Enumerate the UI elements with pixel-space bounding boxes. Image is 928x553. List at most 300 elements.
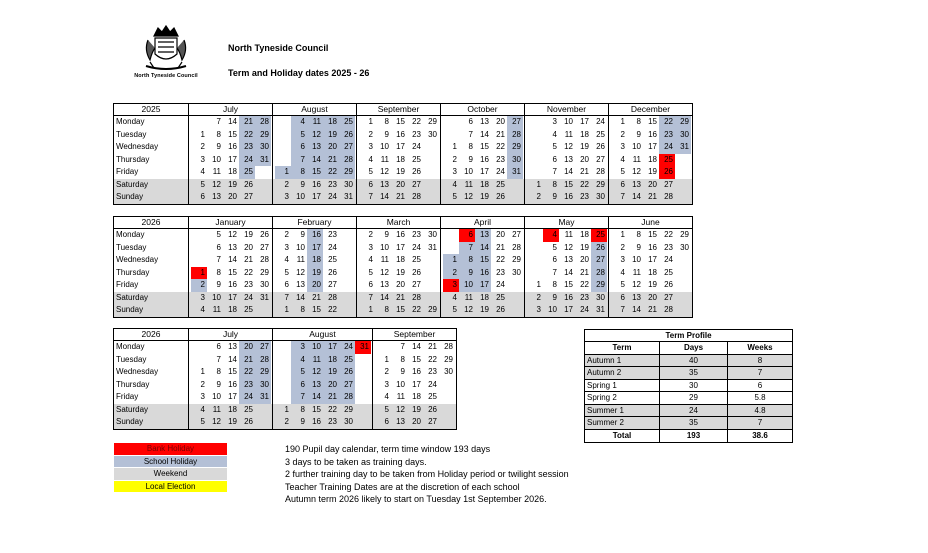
date-cell: 28 — [260, 255, 269, 264]
day-label: Saturday — [114, 292, 189, 305]
date-cell: 2 — [284, 417, 289, 426]
date-cell — [255, 166, 271, 179]
date-cell — [191, 354, 207, 367]
date-cell: 9 — [636, 129, 641, 139]
date-cell: 26 — [260, 230, 269, 239]
date-cell: 11 — [396, 392, 405, 401]
month-header-row — [114, 104, 692, 116]
date-cell — [255, 179, 271, 192]
date-cell: 21 — [244, 255, 253, 264]
date-cell: 28 — [255, 354, 271, 367]
date-cell: 5 — [291, 129, 307, 142]
date-cell: 25 — [244, 404, 253, 414]
date-cell — [191, 229, 207, 242]
month-divider — [440, 229, 441, 317]
date-cell: 17 — [228, 154, 237, 164]
notes — [285, 443, 569, 506]
date-cell: 9 — [300, 179, 305, 189]
date-cell — [507, 304, 523, 317]
month-divider — [608, 116, 609, 204]
date-cell: 7 — [400, 342, 405, 351]
date-cell: 9 — [552, 192, 557, 201]
date-cell: 3 — [452, 167, 457, 176]
date-cell: 5 — [368, 167, 373, 176]
month-name: August — [273, 104, 357, 115]
date-cell: 1 — [284, 305, 289, 314]
date-cell: 4 — [291, 116, 307, 129]
date-cell: 26 — [339, 129, 355, 142]
date-cell: 19 — [480, 192, 489, 201]
date-cell: 19 — [323, 366, 339, 379]
date-cell: 14 — [228, 354, 237, 364]
date-cell: 3 — [284, 192, 289, 201]
month-divider — [440, 116, 441, 204]
date-cell: 2 — [620, 129, 625, 139]
date-cell: 23 — [328, 417, 337, 426]
date-cell: 31 — [675, 141, 691, 154]
date-cell: 9 — [468, 154, 473, 164]
date-cell — [339, 292, 355, 305]
legend-bank-holiday: Bank Holiday — [114, 443, 227, 456]
date-cell: 6 — [552, 255, 557, 264]
date-cell: 18 — [396, 154, 405, 164]
date-cell — [355, 354, 371, 367]
date-cell: 28 — [339, 391, 355, 404]
logo-caption: North Tyneside Council — [134, 73, 198, 79]
date-cell: 4 — [620, 267, 625, 277]
date-cell: 2 — [384, 367, 389, 376]
date-cell: 2 — [368, 129, 373, 139]
date-cell: 9 — [216, 280, 221, 289]
date-cell: 14 — [307, 391, 323, 404]
date-cell — [443, 229, 459, 242]
date-cell — [675, 279, 691, 292]
date-cell — [423, 179, 439, 192]
date-cell — [527, 154, 543, 167]
date-cell: 17 — [564, 305, 573, 314]
date-cell: 27 — [339, 379, 355, 392]
date-cell: 27 — [412, 280, 421, 289]
date-cell: 19 — [580, 242, 589, 252]
date-cell: 31 — [507, 166, 523, 179]
date-cell — [527, 116, 543, 129]
day-label: Thursday — [114, 379, 189, 392]
day-row-wednesday — [114, 141, 692, 154]
date-cell — [443, 116, 459, 129]
date-cell — [423, 267, 439, 280]
date-cell: 19 — [412, 404, 421, 414]
date-cell: 24 — [412, 142, 421, 151]
date-cell: 12 — [564, 242, 573, 252]
date-cell: 6 — [200, 192, 205, 201]
date-cell: 5 — [291, 366, 307, 379]
date-cell: 4 — [384, 392, 389, 401]
date-cell: 17 — [323, 341, 339, 354]
date-cell: 13 — [480, 117, 489, 126]
date-cell: 5 — [216, 230, 221, 239]
date-cell: 3 — [620, 255, 625, 264]
date-cell: 8 — [636, 117, 641, 126]
date-cell: 5 — [200, 417, 205, 426]
day-row-friday — [114, 279, 692, 292]
date-cell: 20 — [244, 242, 253, 252]
date-cell: 3 — [443, 279, 459, 292]
date-cell: 17 — [307, 242, 323, 255]
legend-school-holiday: School Holiday — [114, 456, 227, 469]
date-cell: 22 — [428, 354, 437, 364]
date-cell: 9 — [552, 292, 557, 302]
day-label: Thursday — [114, 267, 189, 280]
date-cell: 19 — [648, 167, 657, 176]
date-cell: 31 — [260, 292, 269, 302]
date-cell: 28 — [591, 267, 607, 280]
month-divider — [608, 229, 609, 317]
month-name: April — [441, 217, 525, 228]
table-row — [585, 355, 792, 368]
month-name: November — [525, 104, 609, 115]
date-cell: 7 — [368, 192, 373, 201]
date-cell — [355, 416, 371, 429]
date-cell: 29 — [428, 305, 437, 314]
date-cell: 17 — [228, 292, 237, 302]
date-cell: 8 — [216, 267, 221, 277]
date-cell: 28 — [255, 116, 271, 129]
date-cell: 1 — [536, 280, 541, 289]
date-cell: 17 — [648, 255, 657, 264]
date-cell: 4 — [543, 229, 559, 242]
date-cell: 11 — [212, 404, 221, 414]
date-cell: 20 — [648, 179, 657, 189]
date-cell — [275, 129, 291, 142]
day-row-wednesday — [114, 366, 456, 379]
date-cell: 2 — [284, 179, 289, 189]
date-cell: 2 — [200, 142, 205, 151]
term-name: Spring 2 — [585, 392, 660, 404]
date-cell: 10 — [632, 255, 641, 264]
date-cell: 1 — [368, 117, 373, 126]
date-cell: 23 — [328, 179, 337, 189]
date-cell: 1 — [284, 404, 289, 414]
date-cell: 30 — [344, 417, 353, 426]
date-cell — [255, 304, 271, 317]
date-cell — [423, 154, 439, 167]
date-cell: 15 — [312, 305, 321, 314]
date-cell: 24 — [580, 305, 589, 314]
date-cell: 13 — [307, 379, 323, 392]
date-cell: 16 — [228, 379, 237, 389]
date-cell: 13 — [564, 154, 573, 164]
date-cell: 2 — [443, 267, 459, 280]
month-divider — [356, 229, 357, 317]
date-cell — [355, 366, 371, 379]
date-cell: 24 — [659, 141, 675, 154]
date-cell: 1 — [620, 230, 625, 239]
date-cell: 2 — [200, 379, 205, 389]
date-cell: 20 — [323, 141, 339, 154]
date-cell: 17 — [228, 392, 237, 401]
date-cell: 8 — [216, 129, 221, 139]
date-cell: 1 — [452, 142, 457, 151]
date-cell: 27 — [255, 341, 271, 354]
date-cell: 11 — [307, 354, 323, 367]
date-cell: 3 — [620, 142, 625, 151]
date-cell: 18 — [412, 392, 421, 401]
date-cell: 16 — [475, 267, 491, 280]
date-cell: 22 — [580, 179, 589, 189]
date-cell — [275, 116, 291, 129]
day-row-friday — [114, 391, 456, 404]
term-days: 29 — [660, 392, 728, 404]
date-cell: 3 — [284, 242, 289, 252]
date-cell — [423, 292, 439, 305]
date-cell: 2 — [620, 242, 625, 252]
date-cell: 12 — [296, 267, 305, 277]
date-cell: 4 — [452, 179, 457, 189]
date-cell: 24 — [496, 167, 505, 176]
date-cell: 29 — [507, 141, 523, 154]
date-cell: 28 — [596, 167, 605, 176]
date-cell: 8 — [384, 117, 389, 126]
date-cell: 27 — [596, 154, 605, 164]
table-row — [585, 380, 792, 393]
date-cell: 6 — [620, 292, 625, 302]
date-cell: 23 — [244, 280, 253, 289]
date-cell: 4 — [620, 154, 625, 164]
date-cell: 16 — [648, 129, 657, 139]
month-divider — [372, 341, 373, 429]
date-cell: 27 — [328, 280, 337, 289]
date-cell: 4 — [284, 255, 289, 264]
date-cell: 30 — [428, 230, 437, 239]
day-row-friday — [114, 166, 692, 179]
date-cell — [191, 242, 207, 255]
date-cell: 15 — [307, 166, 323, 179]
date-cell: 6 — [368, 179, 373, 189]
date-cell: 1 — [384, 354, 389, 364]
month-header-row — [114, 329, 456, 341]
date-cell: 14 — [632, 192, 641, 201]
date-cell: 20 — [307, 279, 323, 292]
date-cell: 25 — [596, 129, 605, 139]
date-cell: 23 — [412, 230, 421, 239]
date-cell — [507, 179, 523, 192]
date-cell: 26 — [496, 192, 505, 201]
date-cell: 2 — [452, 154, 457, 164]
date-cell: 27 — [512, 230, 521, 239]
date-cell: 26 — [659, 166, 675, 179]
date-cell: 27 — [428, 417, 437, 426]
date-cell: 12 — [564, 142, 573, 151]
date-cell: 18 — [228, 167, 237, 176]
date-cell: 30 — [507, 154, 523, 167]
day-label: Monday — [114, 341, 189, 354]
date-cell: 23 — [659, 129, 675, 142]
date-cell: 29 — [428, 117, 437, 126]
month-name: December — [609, 104, 693, 115]
day-label: Tuesday — [114, 129, 189, 142]
date-cell — [439, 404, 455, 417]
table-row — [585, 392, 792, 405]
date-cell: 11 — [380, 255, 389, 264]
date-cell: 4 — [452, 292, 457, 302]
date-cell — [339, 279, 355, 292]
date-cell: 5 — [452, 305, 457, 314]
note-line: 190 Pupil day calendar, term time window 193 days — [285, 444, 491, 454]
date-cell: 22 — [664, 230, 673, 239]
day-label: Sunday — [114, 191, 189, 204]
date-cell: 29 — [444, 354, 453, 364]
date-cell: 10 — [296, 242, 305, 252]
date-cell: 10 — [212, 392, 221, 401]
date-cell: 7 — [552, 167, 557, 176]
date-cell — [527, 141, 543, 154]
date-cell: 6 — [468, 117, 473, 126]
date-cell — [275, 341, 291, 354]
date-cell: 9 — [300, 230, 305, 239]
term-weeks: 6 — [757, 380, 763, 390]
date-cell — [443, 129, 459, 142]
date-cell: 22 — [496, 142, 505, 151]
date-cell: 8 — [552, 280, 557, 289]
date-cell: 17 — [396, 142, 405, 151]
date-cell: 26 — [591, 242, 607, 255]
date-cell: 16 — [312, 417, 321, 426]
month-name: January — [189, 217, 273, 228]
date-cell: 31 — [255, 391, 271, 404]
month-name: July — [189, 329, 273, 340]
date-cell — [275, 354, 291, 367]
date-cell: 18 — [323, 354, 339, 367]
date-cell: 30 — [255, 141, 271, 154]
calendar-block-2026 — [113, 328, 457, 430]
table-row — [585, 405, 792, 418]
date-cell: 11 — [632, 154, 641, 164]
date-cell: 4 — [200, 167, 205, 176]
date-cell: 28 — [507, 129, 523, 142]
date-cell: 11 — [464, 179, 473, 189]
date-cell: 13 — [396, 417, 405, 426]
date-cell: 29 — [339, 166, 355, 179]
note-line: Autumn term 2026 likely to start on Tuesday 1st September 2026. — [285, 494, 547, 504]
date-cell: 10 — [459, 279, 475, 292]
date-cell: 9 — [636, 242, 641, 252]
day-row-thursday — [114, 267, 692, 280]
date-cell: 25 — [339, 116, 355, 129]
date-cell: 20 — [580, 154, 589, 164]
date-cell: 16 — [307, 229, 323, 242]
date-cell: 16 — [648, 242, 657, 252]
date-cell: 21 — [239, 116, 255, 129]
date-cell — [675, 267, 691, 280]
day-row-tuesday — [114, 242, 692, 255]
date-cell: 3 — [368, 142, 373, 151]
date-cell: 20 — [496, 117, 505, 126]
date-cell — [423, 279, 439, 292]
date-cell: 20 — [396, 179, 405, 189]
date-cell: 7 — [216, 354, 221, 364]
date-cell: 21 — [323, 391, 339, 404]
date-cell: 3 — [200, 392, 205, 401]
date-cell — [527, 242, 543, 255]
term-days: 35 — [660, 417, 728, 429]
term-profile-header — [585, 342, 792, 355]
date-cell — [527, 166, 543, 179]
date-cell: 17 — [475, 279, 491, 292]
date-cell: 20 — [396, 280, 405, 289]
date-cell: 23 — [239, 379, 255, 392]
date-cell: 1 — [275, 166, 291, 179]
date-cell: 12 — [464, 305, 473, 314]
date-cell: 11 — [212, 305, 221, 314]
date-cell: 17 — [648, 142, 657, 151]
date-cell — [675, 292, 691, 305]
term-name: Spring 1 — [585, 380, 660, 392]
date-cell: 30 — [675, 129, 691, 142]
term-weeks: 8 — [757, 355, 763, 365]
date-cell: 26 — [339, 366, 355, 379]
date-cell: 18 — [480, 292, 489, 302]
date-cell: 23 — [664, 242, 673, 252]
date-cell: 17 — [480, 167, 489, 176]
date-cell: 19 — [244, 230, 253, 239]
month-name: February — [273, 217, 357, 228]
day-label: Monday — [114, 229, 189, 242]
date-cell: 25 — [239, 166, 255, 179]
term-weeks: 4.8 — [754, 405, 766, 415]
date-cell — [527, 254, 543, 267]
date-cell — [375, 341, 391, 354]
date-cell: 26 — [664, 280, 673, 289]
table-row — [585, 417, 792, 430]
term-days: 40 — [660, 355, 728, 367]
date-cell: 20 — [648, 292, 657, 302]
date-cell: 27 — [412, 179, 421, 189]
date-cell: 25 — [496, 292, 505, 302]
date-cell: 16 — [480, 154, 489, 164]
date-cell: 7 — [368, 292, 373, 302]
date-cell: 31 — [344, 192, 353, 201]
date-cell: 16 — [396, 230, 405, 239]
date-cell: 6 — [552, 154, 557, 164]
date-cell: 10 — [296, 192, 305, 201]
date-cell: 11 — [632, 267, 641, 277]
date-cell — [339, 242, 355, 255]
date-cell: 24 — [339, 341, 355, 354]
date-cell: 15 — [228, 267, 237, 277]
date-cell: 17 — [412, 379, 421, 389]
date-cell: 29 — [255, 366, 271, 379]
date-cell: 4 — [200, 404, 205, 414]
date-cell — [675, 304, 691, 317]
date-cell: 11 — [380, 154, 389, 164]
day-label: Saturday — [114, 404, 189, 417]
date-cell — [507, 292, 523, 305]
month-header-row — [114, 217, 692, 229]
date-cell: 21 — [648, 305, 657, 314]
date-cell: 29 — [591, 279, 607, 292]
date-cell: 27 — [664, 179, 673, 189]
date-cell: 18 — [228, 404, 237, 414]
date-cell: 24 — [596, 117, 605, 126]
date-cell: 1 — [191, 267, 207, 280]
date-cell: 18 — [323, 116, 339, 129]
date-cell: 12 — [380, 267, 389, 277]
date-cell: 18 — [580, 230, 589, 239]
date-cell: 4 — [291, 354, 307, 367]
date-cell: 19 — [396, 267, 405, 277]
date-cell — [675, 191, 691, 204]
date-cell: 5 — [384, 404, 389, 414]
